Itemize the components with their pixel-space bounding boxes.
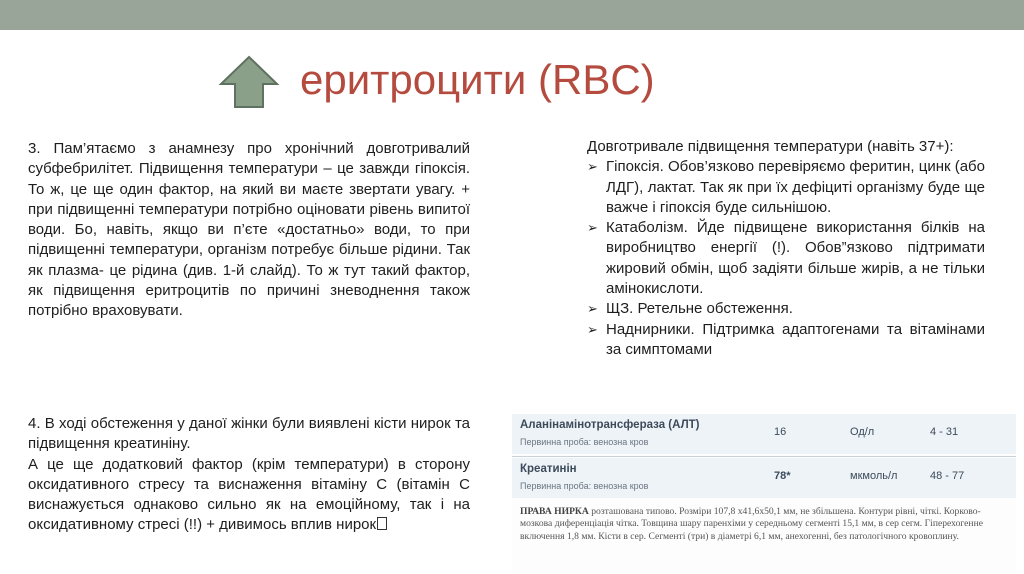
right-bullet-list xyxy=(587,157,985,360)
left-paragraph-3-text: А це ще додатковий фактор (крім температури) в сторону оксидативного стресу та виснаження вітаміну С (вітамін С виснажується однаково сильно як на емоційному, так і на оксидативному стресі (!!) + дивимось вплив нирок xyxy=(28,455,470,534)
left-block-2 xyxy=(28,414,470,536)
lab-sample: Первинна проба: венозна кров xyxy=(520,437,649,447)
bullet-marker: ➢ xyxy=(587,159,598,175)
lab-reference: 48 - 77 xyxy=(930,470,965,482)
lab-row-creatinine xyxy=(512,458,1016,498)
bullet-marker: ➢ xyxy=(587,301,598,317)
bullet-text: ЩЗ. Ретельне обстеження. xyxy=(606,300,793,318)
bullet-marker: ➢ xyxy=(587,220,598,236)
lab-value: 78* xyxy=(774,470,791,482)
bullet-item-thyroid xyxy=(587,299,985,319)
lab-reference: 4 - 31 xyxy=(930,426,959,438)
bullet-item-hypoxia xyxy=(587,157,985,218)
missing-glyph-box xyxy=(377,517,387,530)
lab-test-name: Аланінамінотрансфераза (АЛТ) xyxy=(520,419,700,431)
up-arrow-icon[interactable] xyxy=(218,54,280,110)
lab-unit: Од/л xyxy=(850,426,875,438)
right-intro: Довготривале підвищення температури (навіть 37+): xyxy=(587,138,954,155)
bullet-text: Наднирники. Підтримка адаптогенами та вітамінами за симптомами xyxy=(606,320,985,358)
lab-unit: мкмоль/л xyxy=(850,470,898,482)
report-label: ПРАВА НИРКА xyxy=(520,506,589,517)
bullet-text: Гіпоксія. Обов’язково перевіряємо феритин, цинк (або ЛДГ), лактат. Так як при їх дефіциті організму буде ще важче і гіпоксія буде сильнішою. xyxy=(606,158,985,216)
left-paragraph-3 xyxy=(28,455,470,536)
lab-row-alt xyxy=(512,414,1016,454)
ultrasound-report xyxy=(520,506,1010,543)
row-divider xyxy=(512,456,1016,457)
lab-sample: Первинна проба: венозна кров xyxy=(520,481,649,491)
lab-results-image xyxy=(512,414,1016,574)
report-text: розташована типово. Розміри 107,8 х41,6х50,1 мм, не збільшена. Контури рівні, чіткі. Корково-мозкова диференціація чітка. Товщина шару паренхіми у середньому сегменті 15,1 мм, в сер сегм. Гіперехогенне включення 1,8 мм. Кісти в сер. Сегменті (три) в діаметрі 6,1 мм, анехогенні, без патологічного кровоплину. xyxy=(520,506,983,542)
bullet-item-adrenals xyxy=(587,320,985,361)
top-bar xyxy=(0,0,1024,30)
lab-value: 16 xyxy=(774,426,787,438)
lab-test-name: Креатинін xyxy=(520,463,577,475)
left-paragraph-2: 4. В ході обстеження у даної жінки були виявлені кісти нирок та підвищення креатиніну. xyxy=(28,415,470,453)
bullet-text: Катаболізм. Йде підвищене використання білків на виробництво енергії (!). Обов”язково підтримати жировий обмін, щоб задіяти більше жирів, а не тільки амінокислоти. xyxy=(606,219,985,298)
left-column xyxy=(28,139,470,534)
bullet-marker: ➢ xyxy=(587,321,598,337)
bullet-item-catabolism xyxy=(587,218,985,299)
right-column xyxy=(587,137,985,360)
left-paragraph-1: 3. Пам’ятаємо з анамнезу про хронічний довготривалий субфебрилітет. Підвищення температури – це завжди гіпоксія. То ж, це ще один фактор, на який ви маєте звертати увагу. + при підвищенні температури потрібно оціновати рівень випитої води. Бо, навіть, якщо ви п’єте «достатньо» води, то при підвищенні температури, організм потребує більше рідини. Так як плазма- це рідина (див. 1-й слайд). То ж тут такий фактор, як підвищення еритроцитів по причині зневоднення також потрібно враховувати. xyxy=(28,140,470,320)
slide-title: еритроцити (RBC) xyxy=(300,56,655,103)
